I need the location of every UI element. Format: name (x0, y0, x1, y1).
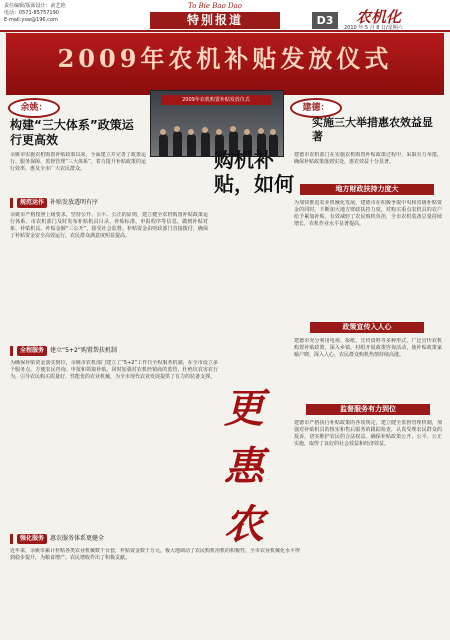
right-body-3: 建德市严格执行补贴政策的各项规定，建立健全监督管理机制，加强对补贴机具的核实和售后服务的跟踪检查，认真受理农民群众的投诉，切实维护农民的合法权益，确保补贴政策公开、公平、公正实施，取得了良好的社会效益和经济效益。 (294, 420, 442, 447)
left-lede: 余姚市实施农机购置补贴政策以来，全面建立并完善了政策运行、服务保障、监督管理“三大体系”，着力提升补贴政策的运行效率，惠及全市广大农民群众。 (10, 152, 146, 172)
subheading-text: 建立“5+2”购置帮扶机制 (50, 347, 117, 354)
ceremony-photo (150, 90, 284, 157)
photo-banner-text: 2009年农机购置补贴发放仪式 (161, 95, 271, 105)
subheading-text: 补贴发放透明有序 (50, 199, 99, 206)
email-line: E-mail:ysw@196.com (4, 17, 58, 23)
right-subheading-2: 政策宣传入人心 (310, 322, 424, 333)
right-headline: 实施三大举措惠农效益显著 (312, 116, 433, 143)
left-body-2: 为确保补贴资金落实到位，余姚市农机部门建立了“5+2”工作日全程服务机制，在全市设立多个服务点，方便农民咨询、申报和领取补贴。同时加强对农机经销商的监管，杜绝坑农害农行为，引导农民购买质量好、性能优的农业机械，为全市现代农业发展提供了有力的装备支撑。 (10, 360, 218, 380)
subheading-tag: 全程服务 (17, 346, 47, 356)
publication-date: 2010 年 5 月 8 日/星期六 (344, 25, 403, 31)
section-title: 特别报道 (150, 12, 280, 29)
left-headline: 构建“三大体系”政策运行更高效 (10, 118, 134, 147)
left-body-1: 余姚市严格按照上级要求，坚持公开、公平、公正的原则，建立健全农机购置补贴政策运行体系。市农机部门及时发布补贴机具目录、补贴标准、申报程序等信息，做到补贴对象、补贴机具、补贴金额“三公开”，接受社会监督。补贴资金由财政部门直接拨付，确保了补贴资金安全高效运行，农民群众满意度明显提高。 (10, 212, 208, 239)
right-lede: 建德市农机部门在实施农机购置补贴政策过程中，采取有力举措，确保补贴政策落到实处，惠农效益十分显著。 (294, 152, 442, 165)
left-subheading-1 (10, 198, 209, 208)
section-romanized: To Bie Bao Dao (187, 2, 243, 10)
left-body-3: 近年来，余姚市累计补贴各类农业机械数千台套，补贴资金数千万元，极大地调动了农民购机用机的积极性，全市农业机械化水平得到稳步提升，为粮食增产、农民增收作出了积极贡献。 (10, 548, 300, 561)
contact-info (4, 3, 154, 24)
subheading-text: 惠农服务体系更健全 (50, 535, 105, 542)
left-subheading-2 (10, 346, 209, 356)
region-bubble-yuyao: 余姚： (8, 98, 60, 118)
newspaper-brand: 农机化 (356, 8, 402, 26)
page-number-badge: D3 (312, 12, 338, 29)
hero-title: 2009年农机补贴发放仪式 (57, 44, 393, 73)
editor-line: 责任编辑/版面设计：俞艺艳 (4, 3, 66, 9)
center-headline: 购机补贴，如何 (214, 148, 294, 196)
hero-banner (6, 33, 444, 95)
right-subheading-3: 监督服务有力到位 (306, 404, 430, 415)
phone-line: 电话：0571-85757190 (4, 10, 59, 16)
right-body-1: 为加快推进农业机械化发展，建德市在积极争取中央和省级补贴资金的同时，不断加大地方财政扶持力度，对购买重点农机具的农户给予累加补贴，有效减轻了农民购机负担，全市农机装备总量持续增长，农机作业水平显著提高。 (294, 200, 442, 227)
subheading-tag: 强化服务 (17, 534, 47, 544)
left-subheading-3 (10, 534, 209, 544)
right-body-2: 建德市充分利用电视、报纸、宣传资料等多种形式，广泛宣传农机购置补贴政策，深入乡镇、村组开展政策咨询活动，使补贴政策家喻户晓、深入人心，农民群众购机热情持续高涨。 (294, 338, 442, 358)
calligraphy-headline: 更惠农 (224, 385, 264, 548)
right-subheading-1: 地方财政扶持力度大 (300, 184, 434, 195)
subheading-tag: 规范运作 (17, 198, 47, 208)
region-bubble-jiande: 建德： (290, 98, 342, 118)
